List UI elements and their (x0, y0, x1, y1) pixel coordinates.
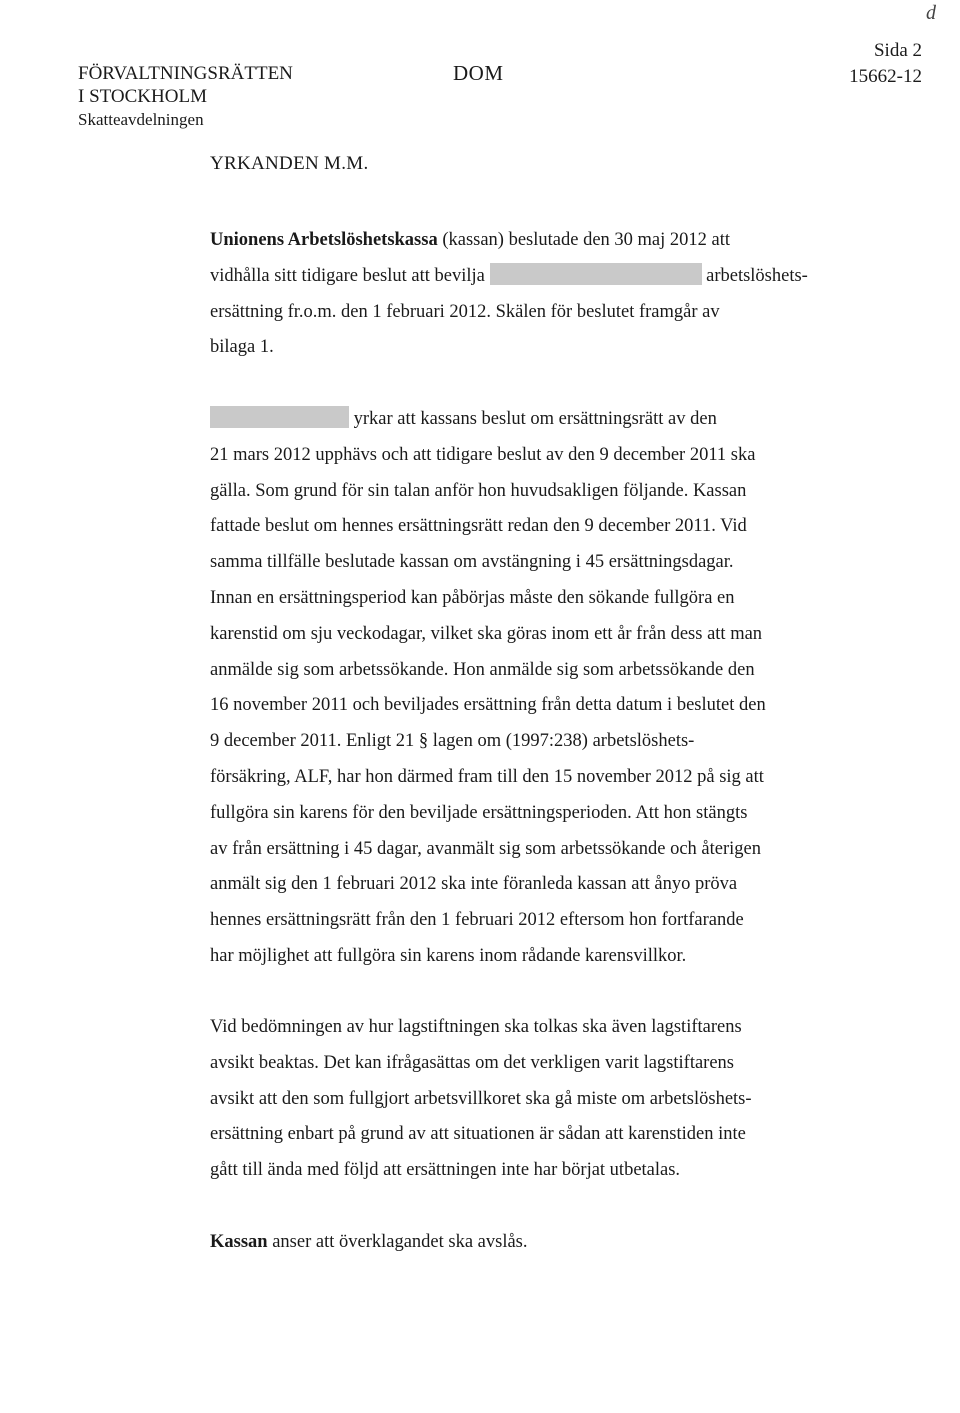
text-fragment: yrkar att kassans beslut om ersättningsrätt av den (349, 409, 717, 429)
case-number: 15662-12 (849, 66, 922, 87)
text-fragment: vidhålla sitt tidigare beslut att bevilja (210, 265, 490, 286)
text-line: har möjlighet att fullgöra sin karens inom rådande karensvillkor. (210, 945, 687, 966)
handwritten-corner-mark: d (926, 2, 936, 24)
text-line: ersättning fr.o.m. den 1 februari 2012. Skälen för beslutet framgår av (210, 301, 720, 322)
text-line: Vid bedömningen av hur lagstiftningen ska tolkas ska även lagstiftarens (210, 1017, 742, 1037)
court-name-line1: FÖRVALTNINGSRÄTTEN (78, 63, 293, 84)
text-line: avsikt beaktas. Det kan ifrågasättas om det verkligen varit lagstiftarens (210, 1052, 734, 1073)
fund-name: Unionens Arbetslöshetskassa (210, 230, 438, 250)
text-line: anmält sig den 1 februari 2012 ska inte föranleda kassan att ånyo pröva (210, 874, 738, 895)
text-fragment: anser att överklagandet ska avslås. (267, 1232, 528, 1252)
text-line: hennes ersättningsrätt från den 1 februari 2012 eftersom hon fortfarande (210, 910, 744, 931)
text-line: 16 november 2011 och beviljades ersättning från detta datum i beslutet den (210, 695, 766, 716)
text-line: bilaga 1. (210, 337, 274, 358)
text-line: av från ersättning i 45 dagar, avanmält sig som arbetssökande och återigen (210, 838, 761, 859)
page-info (840, 38, 922, 90)
redacted-name (490, 263, 702, 285)
text-line: 21 mars 2012 upphävs och att tidigare beslut av den 9 december 2011 ska (210, 444, 756, 465)
text-line (210, 223, 840, 259)
redacted-name (210, 406, 349, 428)
text-line: fattade beslut om hennes ersättningsrätt redan den 9 december 2011. Vid (210, 516, 747, 537)
text-line: samma tillfälle beslutade kassan om avstängning i 45 ersättningsdagar. (210, 552, 734, 573)
text-fragment: arbetslöshets- (701, 265, 808, 286)
paragraph-legislative-intent (210, 1010, 840, 1189)
text-line (210, 1225, 840, 1261)
fund-short-name: Kassan (210, 1232, 268, 1252)
court-division: Skatteavdelningen (78, 110, 204, 129)
page-number: Sida 2 (873, 40, 922, 61)
text-fragment: (kassan) beslutade den 30 maj 2012 att (437, 230, 731, 250)
text-line: gälla. Som grund för sin talan anför hon huvudsakligen följande. Kassan (210, 480, 747, 501)
document-type: DOM (453, 61, 504, 85)
text-line (210, 402, 840, 438)
text-line: gått till ända med följd att ersättningen inte har börjat utbetalas. (210, 1160, 681, 1181)
text-line (210, 259, 840, 295)
text-line: 9 december 2011. Enligt 21 § lagen om (1997:238) arbetslöshets- (210, 731, 695, 752)
text-line: försäkring, ALF, har hon därmed fram till den 15 november 2012 på sig att (210, 766, 764, 787)
court-name-line2: I STOCKHOLM (78, 86, 207, 107)
paragraph-fund-position (210, 1225, 840, 1261)
text-line: anmälde sig som arbetssökande. Hon anmälde sig som arbetssökande den (210, 659, 755, 680)
text-line: avsikt att den som fullgjort arbetsvillkoret ska gå miste om arbetslöshets- (210, 1088, 752, 1109)
text-line: karenstid om sju veckodagar, vilket ska göras inom ett år från dess att man (210, 623, 763, 644)
court-name (78, 62, 293, 108)
text-line: ersättning enbart på grund av att situationen är sådan att karenstiden inte (210, 1124, 746, 1145)
paragraph-claim (210, 402, 840, 975)
section-heading: YRKANDEN M.M. (210, 153, 369, 174)
text-line: Innan en ersättningsperiod kan påbörjas måste den sökande fullgöra en (210, 587, 735, 608)
paragraph-decision (210, 223, 840, 366)
text-line: fullgöra sin karens för den beviljade ersättningsperioden. Att hon stängts (210, 802, 748, 823)
